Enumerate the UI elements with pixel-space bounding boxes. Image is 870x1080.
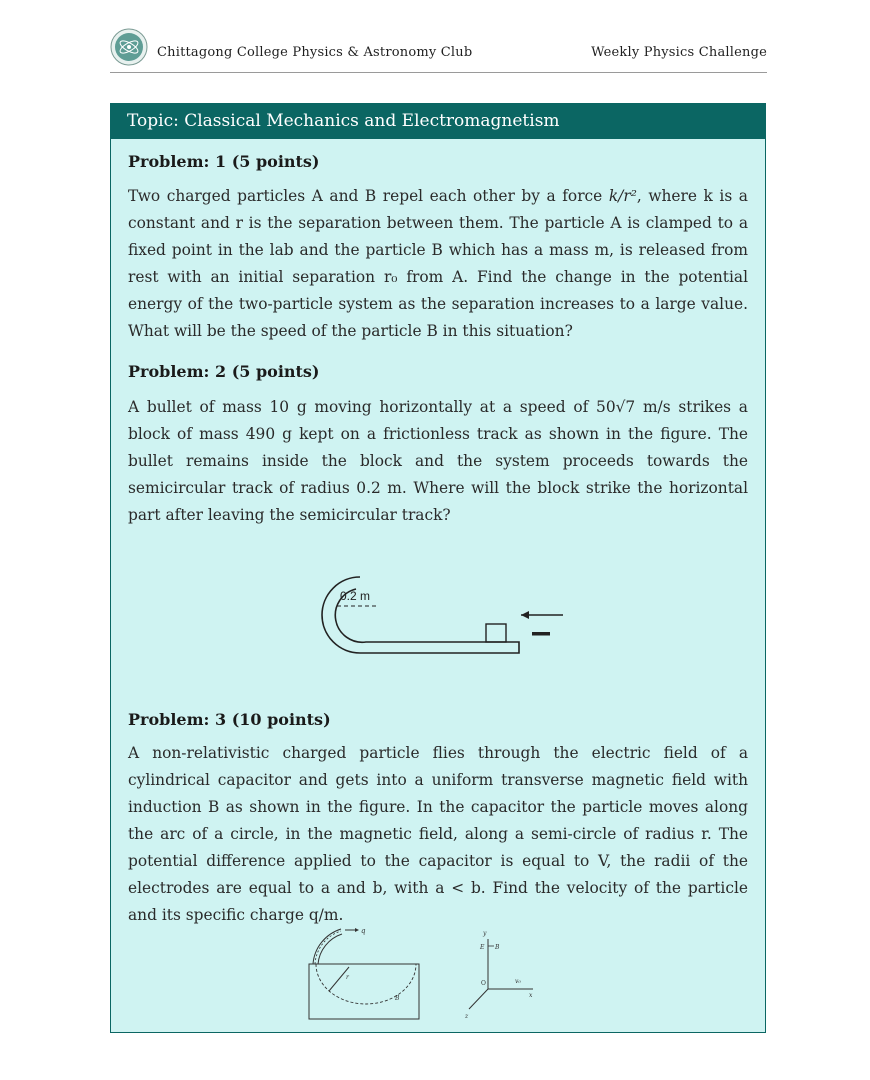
- radius-label: r: [346, 974, 349, 981]
- page-header: [110, 28, 767, 74]
- velocity-label: v₀: [515, 978, 521, 985]
- series-title: Weekly Physics Challenge: [591, 45, 767, 60]
- figure-radius-label: 0.2 m: [340, 589, 371, 603]
- charge-label: q: [361, 927, 366, 935]
- problem-3-text: A non-relativistic charged particle flies through the electric field of a cylindrical capacitor and gets into a uniform transverse magnetic field with induction B as shown in the figure. In the capacitor the particle moves along the arc of a circle, in the magnetic field, along a semi-circle of radius r. The potential difference applied to the capacitor is equal to V, the radii of the electrodes are equal to a and b, with a < b. Find the velocity of the particle and its specific charge q/m.: [128, 744, 748, 924]
- club-logo-icon: [110, 28, 148, 66]
- problem-1-text: [128, 183, 748, 345]
- field-label: B: [395, 995, 400, 1002]
- z-axis-label: z: [465, 1013, 469, 1020]
- problem-1-text-a: Two charged particles A and B repel each other by a force: [128, 187, 609, 205]
- bullet: [532, 632, 550, 636]
- header-divider: [110, 72, 767, 73]
- e-vector-label: E: [480, 944, 485, 951]
- block: [486, 624, 506, 642]
- origin-label: O: [481, 980, 486, 987]
- club-name: Chittagong College Physics & Astronomy Club: [157, 45, 473, 60]
- topic-title: Topic: Classical Mechanics and Electromagnetism: [127, 111, 560, 131]
- problem-2-text: A bullet of mass 10 g moving horizontally at a speed of 50√7 m/s strikes a block of mass 490 g kept on a frictionless track as shown in the figure. The bullet remains inside the block and the system proceeds towards the semicircular track of radius 0.2 m. Where will the block strike the horizontal part after leaving the semicircular track?: [128, 398, 748, 524]
- semicircular-track-figure: [306, 569, 576, 664]
- problem-box: [110, 103, 766, 1033]
- problem-1-heading: Problem: 1 (5 points): [128, 152, 320, 171]
- problem-1-formula: k/r²: [608, 187, 637, 205]
- b-vector-label: B: [495, 944, 500, 951]
- problem-2-heading: Problem: 2 (5 points): [128, 362, 320, 381]
- problem-1-text-b: , where k is a constant and r is the separation between them. The particle A is clamped to a fixed point in the lab and the particle B which has a mass m, is released from rest with an initial separation r₀ from A. Find the change in the potential energy of the two-particle system as the separation increases to a large value. What will be the speed of the particle B in this situation?: [128, 187, 748, 340]
- cylindrical-capacitor-figure: [301, 919, 551, 1024]
- problem-3-heading: Problem: 3 (10 points): [128, 710, 331, 729]
- topic-bar: [111, 104, 765, 139]
- x-axis-label: x: [529, 992, 533, 999]
- y-axis-label: y: [483, 930, 487, 937]
